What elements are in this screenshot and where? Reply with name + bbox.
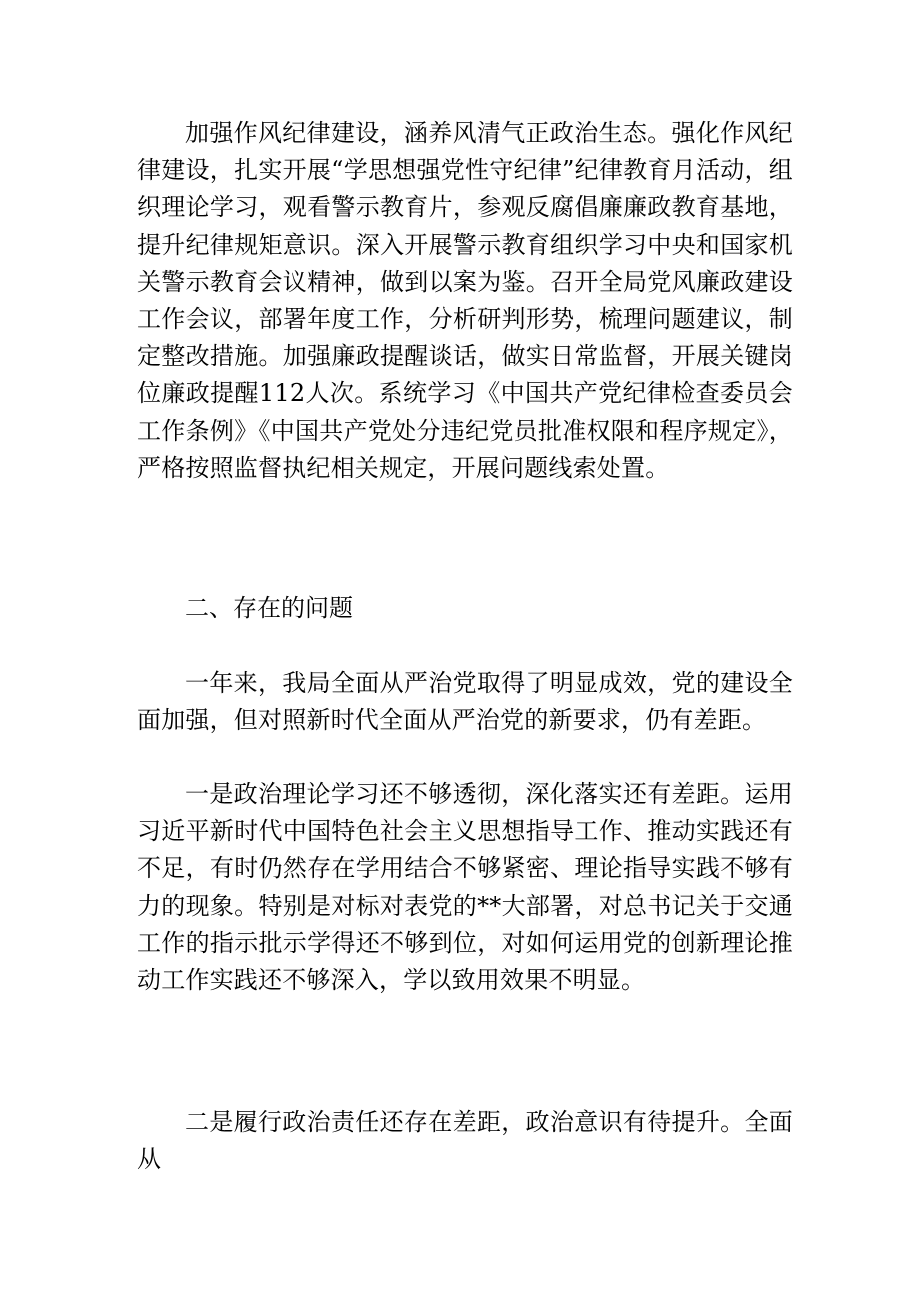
paragraph-discipline-building: 加强作风纪律建设，涵养风清气正政治生态。强化作风纪律建设，扎实开展“学思想强党性守纪律”纪律教育月活动，组织理论学习，观看警示教育片，参观反腐倡廉廉政教育基地，提升纪律规矩意识。深入开展警示教育组织学习中央和国家机关警示教育会议精神，做到以案为鉴。召开全局党风廉政建设工作会议，部署年度工作，分析研判形势，梳理问题建议，制定整改措施。加强廉政提醒谈话，做实日常监督，开展关键岗位廉政提醒112人次。系统学习《中国共产党纪律检查委员会工作条例》《中国共产党处分违纪党员批准权限和程序规定》，严格按照监督执纪相关规定，开展问题线索处置。 [137, 119, 793, 482]
paragraph-year-summary: 一年来，我局全面从严治党取得了明显成效，党的建设全面加强，但对照新时代全面从严治党的新要求，仍有差距。 [137, 669, 793, 735]
paragraph-problem-two: 二是履行政治责任还存在差距，政治意识有待提升。全面从 [137, 1108, 793, 1174]
section-heading-existing-problems: 二、存在的问题 [185, 594, 353, 622]
paragraph-problem-one: 一是政治理论学习还不够透彻，深化落实还有差距。运用习近平新时代中国特色社会主义思想指导工作、推动实践还有不足，有时仍然存在学用结合不够紧密、理论指导实践不够有力的现象。特别是对标对表党的**大部署，对总书记关于交通工作的指示批示学得还不够到位，对如何运用党的创新理论推动工作实践还不够深入，学以致用效果不明显。 [137, 780, 793, 995]
